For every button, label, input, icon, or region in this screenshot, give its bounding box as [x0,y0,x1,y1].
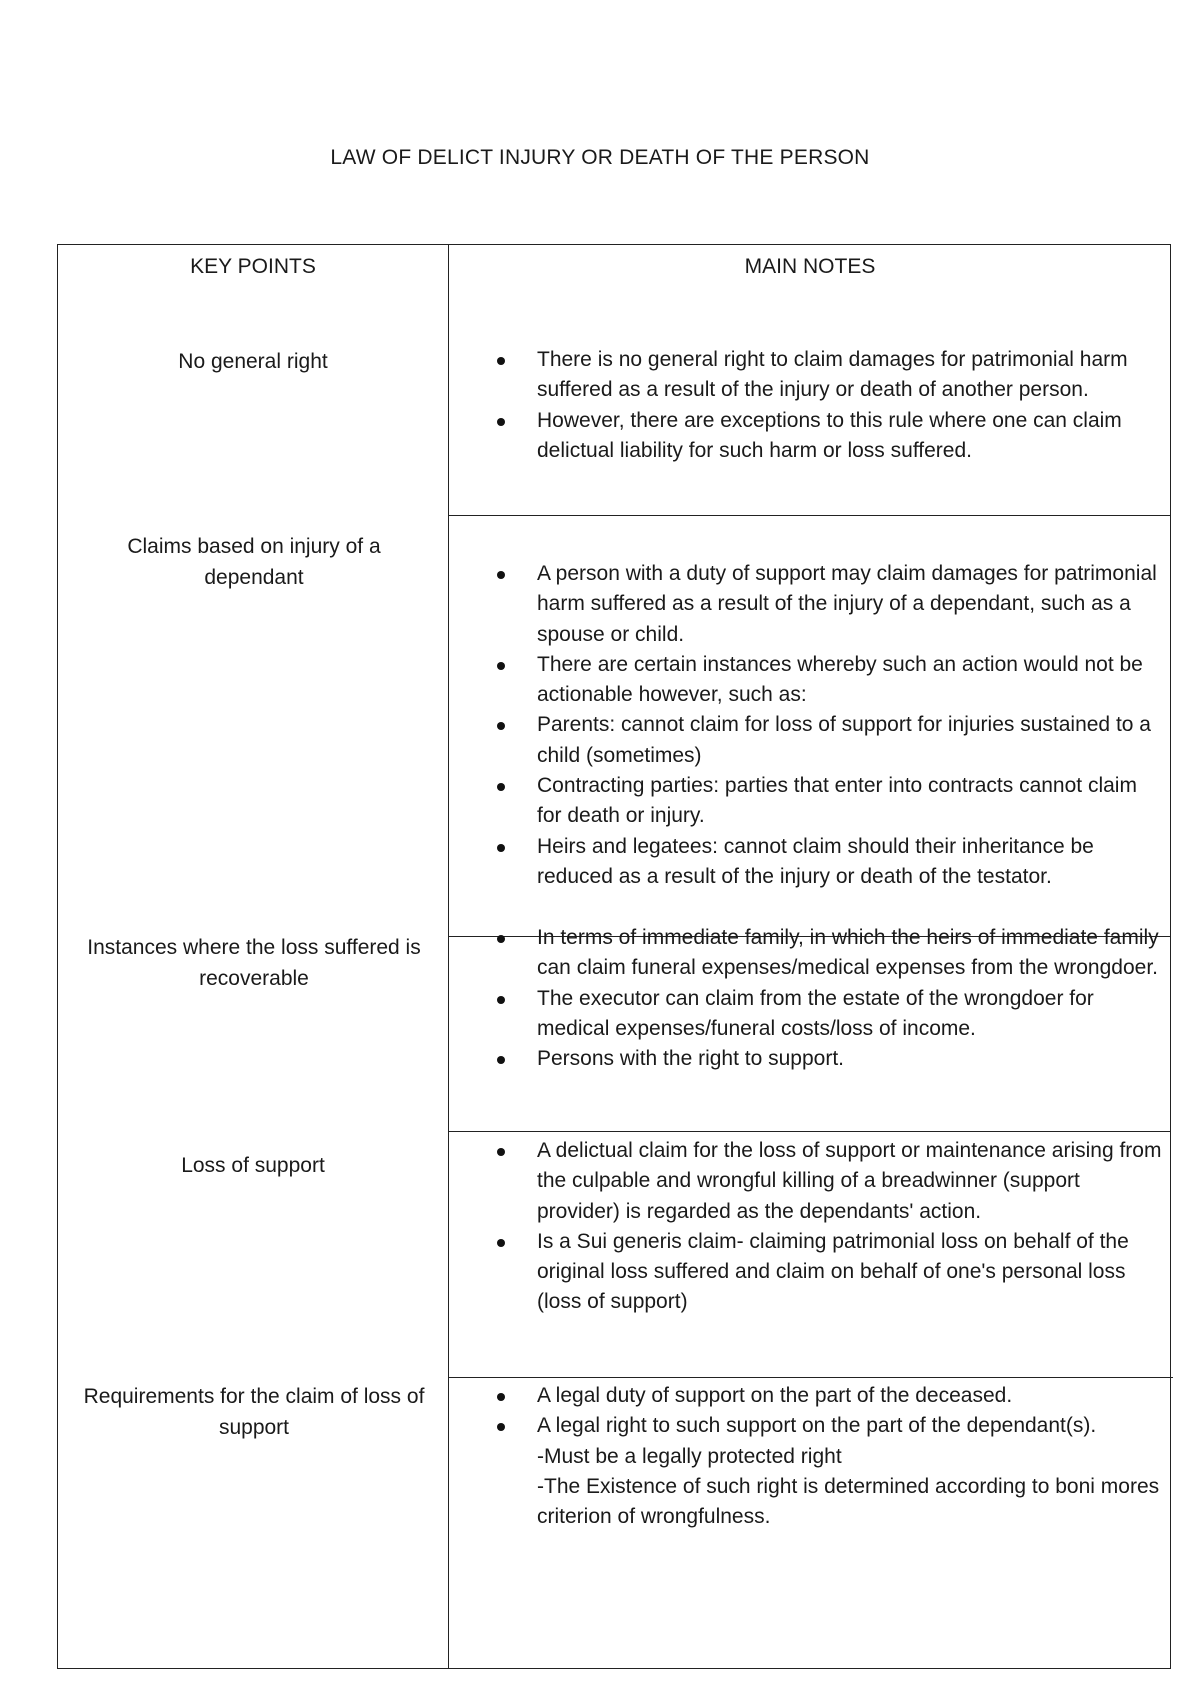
row-divider [449,1131,1171,1132]
bullet-icon [497,1393,505,1401]
notes-list [497,1136,1167,1318]
bullet-icon [497,357,505,365]
key-point: Instances where the loss suffered is recoverable [87,936,421,990]
bullet-icon [497,418,505,426]
notes-list [497,345,1167,466]
bullet-icon [497,844,505,852]
list-item-continuation: -Must be a legally protected right [537,1444,842,1468]
column-divider [448,244,449,1669]
bullet-icon [497,722,505,730]
key-point: Claims based on injury of a dependant [127,535,381,589]
list-item: A person with a duty of support may claim damages for patrimonial harm suffered as a result of the injury of a dependant, such as a spouse or child. [497,559,1167,650]
key-point: No general right [178,350,328,373]
list-item: In terms of immediate family, in which the heirs of immediate family can claim funeral expenses/medical expenses from the wrongdoer. [497,923,1167,984]
header-key-points: KEY POINTS [190,255,316,278]
bullet-icon [497,935,505,943]
bullet-icon [497,1239,505,1247]
row-divider [449,515,1171,516]
notes-list [497,1381,1167,1532]
list-item: A delictual claim for the loss of support or maintenance arising from the culpable and wrongful killing of a breadwinner (support provider) is regarded as the dependants' action. [497,1136,1167,1227]
bullet-icon [497,571,505,579]
list-item: The executor can claim from the estate of the wrongdoer for medical expenses/funeral costs/loss of income. [497,984,1167,1045]
list-item: A legal right to such support on the part of the dependant(s). [497,1411,1167,1441]
list-item: Persons with the right to support. [497,1044,1167,1074]
list-item: Contracting parties: parties that enter into contracts cannot claim for death or injury. [497,771,1167,832]
list-item-continuation: -The Existence of such right is determined according to boni mores criterion of wrongfulness. [537,1474,1160,1529]
list-item: Parents: cannot claim for loss of support for injuries sustained to a child (sometimes) [497,710,1167,771]
bullet-icon [497,662,505,670]
document-title: LAW OF DELICT INJURY OR DEATH OF THE PERSON [330,146,870,169]
bullet-icon [497,996,505,1004]
header-main-notes: MAIN NOTES [744,255,876,278]
notes-list [497,923,1167,1074]
bullet-icon [497,1056,505,1064]
bullet-icon [497,1423,505,1431]
key-point: Requirements for the claim of loss of support [83,1385,425,1439]
list-item: A legal duty of support on the part of the deceased. [497,1381,1167,1411]
list-item: However, there are exceptions to this rule where one can claim delictual liability for such harm or loss suffered. [497,406,1167,467]
row-divider [449,1377,1173,1378]
key-point: Loss of support [181,1154,325,1177]
bullet-icon [497,1148,505,1156]
list-item: Heirs and legatees: cannot claim should their inheritance be reduced as a result of the injury or death of the testator. [497,832,1167,893]
list-item: There are certain instances whereby such an action would not be actionable however, such as: [497,650,1167,711]
list-item: Is a Sui generis claim- claiming patrimonial loss on behalf of the original loss suffered and claim on behalf of one's personal loss (loss of support) [497,1227,1167,1318]
bullet-icon [497,783,505,791]
notes-list [497,559,1167,892]
list-item: There is no general right to claim damages for patrimonial harm suffered as a result of the injury or death of another person. [497,345,1167,406]
